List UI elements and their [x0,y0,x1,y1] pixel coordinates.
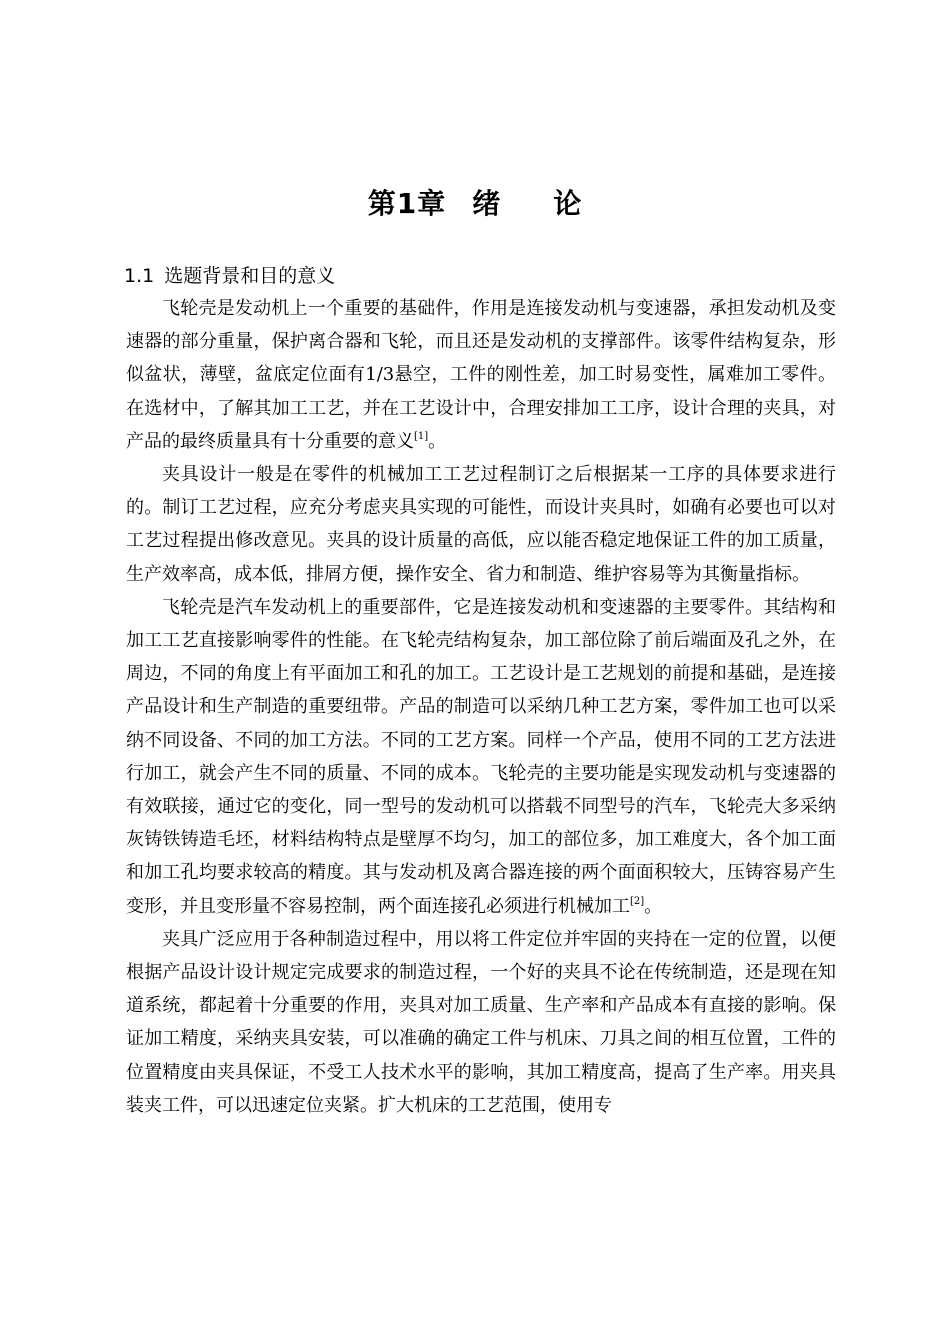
section-heading [124,262,335,290]
paragraph-3 [126,591,836,923]
paragraph-text: 夹具设计一般是在零件的机械加工工艺过程制订之后根据某一工序的具体要求进行的。制订工艺过程，应充分考虑夹具实现的可能性，而设计夹具时，如确有必要也可以对工艺过程提出修改意见。夹具的设计质量的高低，应以能否稳定地保证工件的加工质量，生产效率高，成本低，排屑方便，操作安全、省力和制造、维护容易等为其衡量指标。 [126,464,836,585]
chapter-word-1: 绪 [472,187,502,220]
paragraph-end: 。 [644,895,663,917]
section-number: 1.1 [124,265,155,287]
chapter-prefix: 第 [367,187,397,220]
paragraph-4 [126,923,836,1122]
chapter-title [0,186,950,222]
citation-ref: [1] [414,430,429,442]
chapter-word-2: 论 [553,187,583,220]
paragraph-text: 飞轮壳是发动机上一个重要的基础件，作用是连接发动机与变速器，承担发动机及变速器的部分重量，保护离合器和飞轮，而且还是发动机的支撑部件。该零件结构复杂，形似盆状，薄壁，盆底定位面有1/3悬空，工件的刚性差，加工时易变性，属难加工零件。在选材中，了解其加工工艺，并在工艺设计中，合理安排加工工序，设计合理的夹具，对产品的最终质量具有十分重要的意义 [126,298,836,452]
paragraph-end: 。 [428,430,447,452]
citation-ref: [2] [630,895,645,907]
section-title: 选题背景和目的意义 [164,265,336,287]
paragraph-text: 飞轮壳是汽车发动机上的重要部件，它是连接发动机和变速器的主要零件。其结构和加工工艺直接影响零件的性能。在飞轮壳结构复杂，加工部位除了前后端面及孔之外，在周边，不同的角度上有平面加工和孔的加工。工艺设计是工艺规划的前提和基础，是连接产品设计和生产制造的重要纽带。产品的制造可以采纳几种工艺方案，零件加工也可以采纳不同设备、不同的加工方法。不同的工艺方案。同样一个产品，使用不同的工艺方法进行加工，就会产生不同的质量、不同的成本。飞轮壳的主要功能是实现发动机与变速器的有效联接，通过它的变化，同一型号的发动机可以搭载不同型号的汽车，飞轮壳大多采纳灰铸铁铸造毛坯，材料结构特点是壁厚不均匀，加工的部位多，加工难度大，各个加工面和加工孔均要求较高的精度。其与发动机及离合器连接的两个面面积较大，压铸容易产生变形，并且变形量不容易控制，两个面连接孔必须进行机械加工 [126,596,836,917]
body-text [126,292,836,1122]
chapter-suffix: 章 [417,187,447,220]
paragraph-text: 夹具广泛应用于各种制造过程中，用以将工件定位并牢固的夹持在一定的位置，以便根据产品设计设计规定完成要求的制造过程，一个好的夹具不论在传统制造，还是现在知道系统，都起着十分重要的作用，夹具对加工质量、生产率和产品成本有直接的影响。保证加工精度，采纳夹具安装，可以准确的确定工件与机床、刀具之间的相互位置，工件的位置精度由夹具保证，不受工人技术水平的影响，其加工精度高，提高了生产率。用夹具装夹工件，可以迅速定位夹紧。扩大机床的工艺范围，使用专 [126,928,836,1116]
chapter-number: 1 [396,187,418,220]
paragraph-1 [126,292,836,458]
paragraph-2 [126,458,836,591]
